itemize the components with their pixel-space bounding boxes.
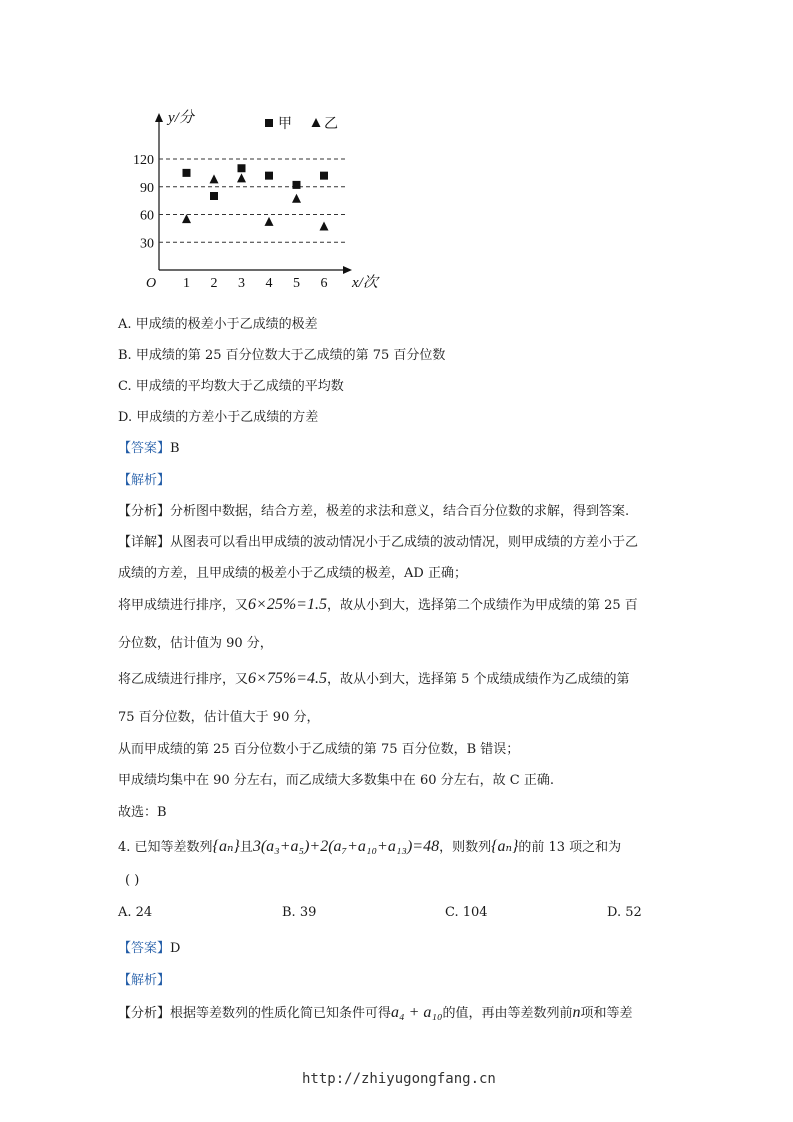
data-point-triangle bbox=[182, 214, 191, 223]
y-tick-label: 120 bbox=[133, 153, 154, 168]
answer-value: D bbox=[170, 941, 181, 956]
jiexi-tag: 【解析】 bbox=[118, 473, 171, 488]
stem-text: 4. 已知等差数列 bbox=[118, 840, 213, 855]
data-point-triangle bbox=[320, 222, 329, 231]
q4-option-d: D. 52 bbox=[607, 905, 642, 920]
q4-option-c: C. 104 bbox=[445, 905, 488, 920]
fenxi-text: 的值，再由等差数列前 bbox=[442, 1006, 573, 1021]
x-tick-label: 5 bbox=[293, 276, 300, 291]
fenxi-text: 分析图中数据，结合方差，极差的求法和意义，结合百分位数的求解，得到答案. bbox=[170, 504, 630, 519]
detail-line-3b: 75 百分位数，估计值大于 90 分， bbox=[118, 710, 320, 725]
x-tick-label: 4 bbox=[265, 276, 273, 291]
fenxi-tag: 【分析】 bbox=[118, 504, 171, 519]
fenxi-tag: 【分析】 bbox=[118, 1006, 171, 1021]
q4-fenxi-line bbox=[118, 1002, 633, 1022]
x-tick-label: 6 bbox=[320, 276, 328, 291]
y-axis-label: y/分 bbox=[168, 110, 194, 126]
detail-text: 将乙成绩进行排序，又 bbox=[118, 672, 249, 687]
footer-url: http://zhiyugongfang.cn bbox=[302, 1071, 496, 1087]
q4-stem bbox=[118, 836, 621, 856]
legend-square-icon bbox=[265, 119, 273, 127]
stem-text: 的前 13 项之和为 bbox=[518, 840, 622, 855]
formula: 3(a₃+a₅)+2(a₇+a₁₀+a₁₃)=48 bbox=[252, 838, 440, 855]
chart-marks bbox=[182, 164, 329, 230]
detail-text: 将甲成绩进行排序，又 bbox=[118, 598, 249, 613]
fenxi-text: 根据等差数列的性质化简已知条件可得 bbox=[170, 1006, 392, 1021]
x-tick-label: 1 bbox=[183, 276, 190, 291]
legend-label: 甲 bbox=[278, 117, 292, 132]
formula: 6×75%=4.5 bbox=[248, 670, 327, 687]
data-point-square bbox=[265, 172, 273, 180]
chart-axes bbox=[155, 113, 352, 274]
q4-paren: ( ) bbox=[125, 873, 140, 888]
q4-option-b: B. 39 bbox=[282, 905, 317, 920]
option-c: C. 甲成绩的平均数大于乙成绩的平均数 bbox=[118, 379, 344, 394]
chart-labels bbox=[133, 109, 380, 291]
data-point-triangle bbox=[237, 173, 246, 182]
fenxi-text: 项和等差 bbox=[580, 1006, 633, 1021]
legend-triangle-icon bbox=[312, 118, 321, 127]
data-point-square bbox=[320, 172, 328, 180]
data-point-square bbox=[293, 181, 301, 189]
option-d: D. 甲成绩的方差小于乙成绩的方差 bbox=[118, 410, 319, 425]
detail-text: 从图表可以看出甲成绩的波动情况小于乙成绩的波动情况，则甲成绩的方差小于乙 bbox=[170, 535, 639, 550]
answer-line bbox=[118, 437, 180, 456]
detail-line-1b: 成绩的方差，且甲成绩的极差小于乙成绩的极差，AD 正确； bbox=[118, 566, 467, 581]
gu-xuan: 故选：B bbox=[118, 805, 167, 820]
detail-text: ，故从小到大，选择第二个成绩作为甲成绩的第 25 百 bbox=[326, 598, 638, 613]
data-point-triangle bbox=[292, 194, 301, 203]
detail-text: ，故从小到大，选择第 5 个成绩成绩作为乙成绩的第 bbox=[326, 672, 630, 687]
y-tick-label: 60 bbox=[140, 208, 154, 224]
detail-line-3 bbox=[118, 668, 629, 688]
x-tick-label: 2 bbox=[210, 276, 218, 291]
detail-line-2b: 分位数，估计值为 90 分， bbox=[118, 636, 273, 651]
option-a: A. 甲成绩的极差小于乙成绩的极差 bbox=[118, 317, 318, 332]
data-point-square bbox=[238, 164, 246, 172]
xiangjie-tag: 【详解】 bbox=[118, 535, 171, 550]
data-point-triangle bbox=[210, 174, 219, 183]
detail-line-5: 甲成绩均集中在 90 分左右，而乙成绩大多数集中在 60 分左右，故 C 正确. bbox=[118, 773, 554, 788]
x-tick-label: 3 bbox=[238, 276, 245, 291]
formula: n bbox=[572, 1004, 581, 1021]
q4-answer-line bbox=[118, 937, 180, 956]
x-axis-arrow bbox=[343, 266, 352, 274]
answer-value: B bbox=[170, 441, 180, 456]
answer-tag: 【答案】 bbox=[118, 941, 171, 956]
data-point-triangle bbox=[265, 217, 274, 226]
formula: {aₙ} bbox=[491, 838, 519, 855]
q4-option-a: A. 24 bbox=[118, 905, 153, 920]
stem-text: ，则数列 bbox=[439, 840, 492, 855]
answer-tag: 【答案】 bbox=[118, 441, 171, 456]
detail-line-4: 从而甲成绩的第 25 百分位数小于乙成绩的第 75 百分位数，B 错误； bbox=[118, 742, 520, 757]
x-axis-label: x/次 bbox=[352, 275, 378, 291]
y-axis-arrow bbox=[155, 113, 163, 122]
data-point-square bbox=[183, 169, 191, 177]
formula: 6×25%=1.5 bbox=[248, 596, 327, 613]
formula: {aₙ} bbox=[212, 838, 240, 855]
option-b: B. 甲成绩的第 25 百分位数大于乙成绩的第 75 百分位数 bbox=[118, 348, 446, 363]
fenxi-line bbox=[118, 500, 629, 519]
stem-text: 且 bbox=[239, 840, 253, 855]
q4-jiexi-tag: 【解析】 bbox=[118, 973, 171, 988]
detail-line-2 bbox=[118, 594, 638, 614]
scatter-chart bbox=[110, 108, 400, 293]
data-point-square bbox=[210, 192, 218, 200]
origin-label: O bbox=[146, 276, 157, 291]
detail-line-1 bbox=[118, 531, 638, 550]
y-tick-label: 90 bbox=[140, 180, 154, 196]
formula: a₄ + a₁₀ bbox=[391, 1004, 443, 1021]
y-tick-label: 30 bbox=[140, 236, 154, 252]
legend-label: 乙 bbox=[324, 117, 338, 132]
